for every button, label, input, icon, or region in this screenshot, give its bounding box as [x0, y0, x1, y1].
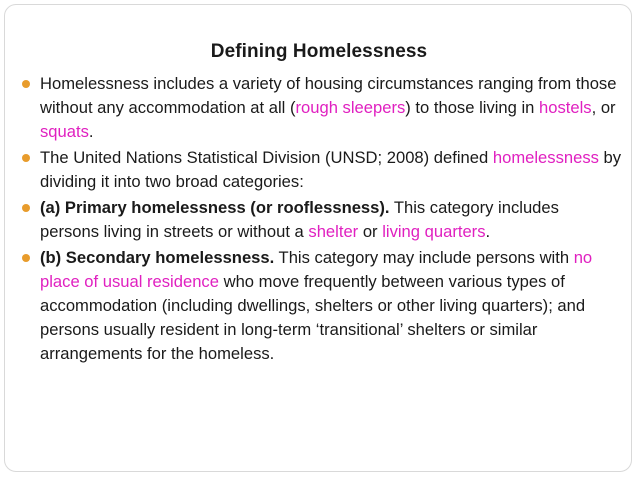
bullet-text: [40, 74, 616, 141]
highlighted-term: homelessness: [492, 148, 599, 167]
bullet-dot-icon: [22, 204, 30, 212]
text-run: This category may include persons with: [274, 248, 574, 267]
text-run: .: [485, 222, 491, 241]
highlighted-term: shelter: [308, 222, 359, 241]
highlighted-term: living quarters: [382, 222, 486, 241]
bold-heading: (a) Primary homelessness (or rooflessness).: [40, 198, 390, 217]
bullet-item: [22, 196, 622, 244]
bullet-item: [22, 246, 622, 366]
highlighted-term: rough sleepers: [295, 98, 406, 117]
text-run: ) to those living in: [405, 98, 540, 117]
text-run: The United Nations Statistical Division (UNSD; 2008) defined: [40, 148, 493, 167]
bullet-item: [22, 72, 622, 144]
slide-title: Defining Homelessness: [210, 41, 428, 62]
text-run: or: [358, 222, 383, 241]
text-run: who move frequently between various types of accommodation (including dwellings, shelters or other living quarters); and persons usually resident in long-term ‘transitional’ shelters or similar arrangements for the homeless.: [40, 272, 586, 363]
highlighted-term: no place of usual residence: [40, 248, 593, 291]
bullet-text: [40, 248, 592, 363]
bullet-dot-icon: [22, 154, 30, 162]
bullet-item: [22, 146, 622, 194]
bullet-list: [22, 72, 622, 368]
highlighted-term: squats: [40, 122, 89, 141]
bullet-text: [40, 148, 621, 191]
text-run: Homelessness includes a variety of housing circumstances ranging from those without any accommodation at all (: [40, 74, 617, 117]
bullet-text: [40, 198, 559, 241]
text-run: , or: [591, 98, 616, 117]
bullet-dot-icon: [22, 254, 30, 262]
bullet-dot-icon: [22, 80, 30, 88]
highlighted-term: hostels: [539, 98, 592, 117]
text-run: .: [88, 122, 94, 141]
text-run: by dividing it into two broad categories:: [40, 148, 622, 191]
text-run: This category includes persons living in streets or without a: [40, 198, 559, 241]
bold-heading: (b) Secondary homelessness.: [40, 248, 275, 267]
